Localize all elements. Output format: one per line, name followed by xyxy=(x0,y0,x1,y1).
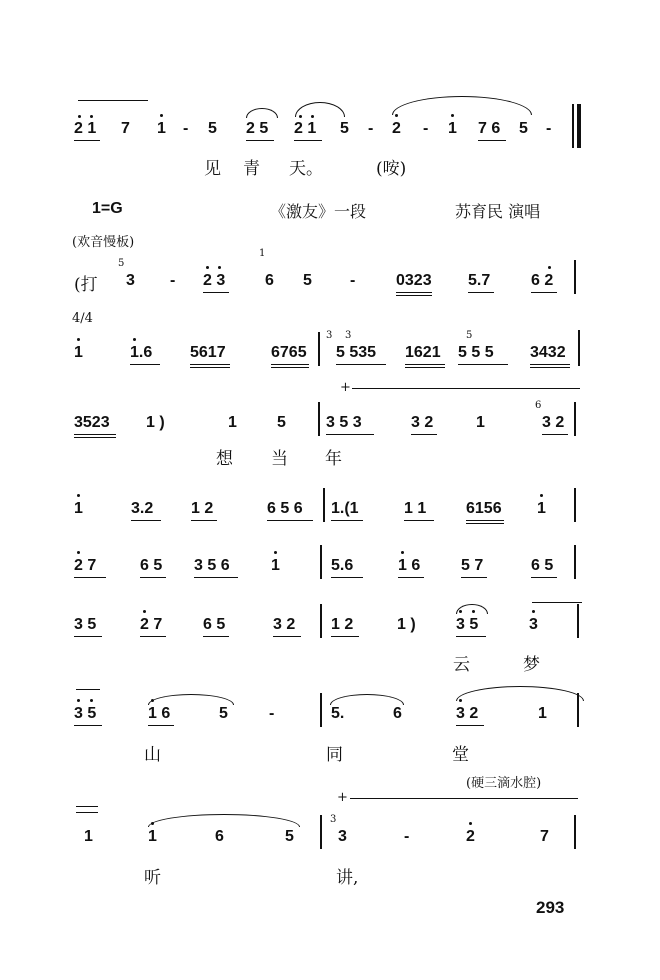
note: 6 xyxy=(215,828,224,845)
barline xyxy=(320,604,322,638)
barline xyxy=(320,815,322,849)
lyric: 山 xyxy=(144,745,161,765)
note: 1 2 xyxy=(191,500,214,517)
note: 3 5 6 xyxy=(194,557,230,574)
underline xyxy=(405,364,445,365)
lyric: 云 xyxy=(453,655,470,675)
note: 2 1 xyxy=(294,120,317,137)
note: 3 xyxy=(126,272,135,289)
underline xyxy=(466,520,504,521)
note: 2 7 xyxy=(140,616,163,633)
underline xyxy=(203,292,229,293)
underline xyxy=(331,520,363,521)
note: 3 5 xyxy=(74,705,97,722)
tie-line xyxy=(76,812,98,813)
lyric: (咹) xyxy=(376,159,407,179)
note: 1 2 xyxy=(331,616,354,633)
note: 3 5 3 xyxy=(326,414,362,431)
plus-mark: + xyxy=(340,380,351,395)
note: 5 xyxy=(285,828,294,845)
dot xyxy=(469,822,472,825)
underline xyxy=(531,577,557,578)
note: 2 7 xyxy=(74,557,97,574)
dot xyxy=(77,338,80,341)
dot xyxy=(151,699,154,702)
barline xyxy=(574,488,576,522)
note: 6 xyxy=(393,705,402,722)
note: 3 2 xyxy=(411,414,434,431)
lyric: 梦 xyxy=(523,655,540,675)
note: 0323 xyxy=(396,272,432,289)
underline xyxy=(404,520,434,521)
barline xyxy=(318,402,320,436)
slur xyxy=(456,686,584,701)
note: 7 xyxy=(121,120,130,137)
note: 2 xyxy=(466,828,475,845)
note: 5 xyxy=(277,414,286,431)
note: - xyxy=(546,120,552,137)
note: 1 xyxy=(148,828,157,845)
grace-note: 5 xyxy=(466,330,473,341)
note: 6 5 xyxy=(140,557,163,574)
lyric: 当 xyxy=(271,449,288,469)
barline xyxy=(320,693,322,727)
dot xyxy=(532,610,535,613)
grace-note: 3 xyxy=(345,330,352,341)
note: 5 xyxy=(519,120,528,137)
underline xyxy=(194,577,238,578)
lyric: 同 xyxy=(326,745,343,765)
note: 5.7 xyxy=(468,272,491,289)
barline xyxy=(577,604,579,638)
underline xyxy=(74,725,102,726)
underline xyxy=(74,434,116,435)
note: 1.(1 xyxy=(331,500,359,517)
dot xyxy=(90,699,93,702)
tie-line xyxy=(76,806,98,807)
dot xyxy=(459,699,462,702)
barline xyxy=(577,693,579,727)
note: 5.6 xyxy=(331,557,354,574)
time-signature: 4/4 xyxy=(72,311,93,326)
note: 3 xyxy=(529,616,538,633)
underline xyxy=(74,636,102,637)
note: 5 xyxy=(303,272,312,289)
note: 1 xyxy=(157,120,166,137)
underline xyxy=(326,434,374,435)
note: 3 xyxy=(338,828,347,845)
note: 3523 xyxy=(74,414,110,431)
note: 2 xyxy=(392,120,401,137)
underline xyxy=(140,577,166,578)
underline xyxy=(411,434,437,435)
underline xyxy=(542,434,568,435)
barline xyxy=(318,332,320,366)
dot xyxy=(311,115,314,118)
note: 1 ) xyxy=(146,414,165,431)
slur xyxy=(148,814,300,827)
note: 3 2 xyxy=(542,414,565,431)
barline xyxy=(574,402,576,436)
note: 3.2 xyxy=(131,500,154,517)
underline xyxy=(530,364,570,365)
lyric: 想 xyxy=(216,449,233,469)
underline xyxy=(271,367,309,368)
dot xyxy=(299,115,302,118)
tie-line xyxy=(532,602,582,603)
note: 5 535 xyxy=(336,344,377,361)
underline xyxy=(130,364,160,365)
note: 1 xyxy=(448,120,457,137)
slur xyxy=(148,694,234,705)
dot xyxy=(395,114,398,117)
note: - xyxy=(350,272,356,289)
note: 3 2 xyxy=(273,616,296,633)
dot xyxy=(459,610,462,613)
grace-note: 6 xyxy=(535,400,542,411)
note: 5 xyxy=(340,120,349,137)
note: 6 5 xyxy=(531,557,554,574)
dot xyxy=(451,114,454,117)
note: - xyxy=(423,120,429,137)
underline xyxy=(456,725,484,726)
page-number: 293 xyxy=(536,898,565,917)
dot xyxy=(77,551,80,554)
underline xyxy=(396,295,432,296)
dot xyxy=(472,610,475,613)
barline xyxy=(572,104,574,148)
note: 1 xyxy=(476,414,485,431)
underline xyxy=(478,140,506,141)
note: 5 xyxy=(208,120,217,137)
grace-note: 3 xyxy=(326,330,333,341)
underline xyxy=(331,636,359,637)
note: 6 5 6 xyxy=(267,500,303,517)
dot xyxy=(77,699,80,702)
tie-line xyxy=(76,689,100,690)
underline xyxy=(148,725,174,726)
underline xyxy=(74,140,100,141)
grace-note: 3 xyxy=(330,814,337,825)
note: 1 xyxy=(228,414,237,431)
dot xyxy=(401,551,404,554)
underline xyxy=(331,577,363,578)
note: 3 2 xyxy=(456,705,479,722)
underline xyxy=(294,140,322,141)
underline xyxy=(531,292,557,293)
underline xyxy=(336,364,386,365)
underline xyxy=(74,437,116,438)
lyric: 天。 xyxy=(289,159,323,179)
dot xyxy=(548,266,551,269)
underline xyxy=(405,367,445,368)
note: 1 6 xyxy=(148,705,171,722)
note: 1 xyxy=(74,344,83,361)
grace-note: 5 xyxy=(118,258,125,269)
underline xyxy=(398,577,424,578)
plus-mark: + xyxy=(337,790,348,805)
dot xyxy=(143,610,146,613)
final-barline xyxy=(577,104,581,148)
underline xyxy=(271,364,309,365)
underline xyxy=(246,140,274,141)
underline xyxy=(191,520,217,521)
note: 6 2 xyxy=(531,272,554,289)
underline xyxy=(466,523,504,524)
lyric: 年 xyxy=(325,449,342,469)
note: 7 6 xyxy=(478,120,501,137)
slur xyxy=(246,108,278,118)
note: (打 xyxy=(74,275,98,295)
note: - xyxy=(170,272,176,289)
note: 1 1 xyxy=(404,500,427,517)
note: 1 6 xyxy=(398,557,421,574)
underline xyxy=(203,636,229,637)
lyric: 听 xyxy=(144,868,161,888)
note: 2 5 xyxy=(246,120,269,137)
slur xyxy=(295,102,345,117)
note: 2 1 xyxy=(74,120,97,137)
note: 6156 xyxy=(466,500,502,517)
extension-line xyxy=(350,798,578,799)
note: 5. xyxy=(331,705,345,722)
lyric: 堂 xyxy=(452,745,469,765)
underline xyxy=(74,577,106,578)
note: 5617 xyxy=(190,344,226,361)
dot xyxy=(206,266,209,269)
note: 7 xyxy=(540,828,549,845)
note: 1 xyxy=(538,705,547,722)
note: 3 5 xyxy=(74,616,97,633)
dot xyxy=(77,494,80,497)
note: 1621 xyxy=(405,344,441,361)
note: - xyxy=(183,120,189,137)
tempo-marking: (欢音慢板) xyxy=(72,235,135,250)
slur xyxy=(330,694,404,705)
extension-line xyxy=(352,388,580,389)
dot xyxy=(78,115,81,118)
note: 5 7 xyxy=(461,557,484,574)
dot xyxy=(151,822,154,825)
underline xyxy=(131,520,161,521)
slur xyxy=(392,96,532,115)
dot xyxy=(218,266,221,269)
piece-title: 《激友》一段 xyxy=(270,202,367,221)
note: - xyxy=(368,120,374,137)
underline xyxy=(140,636,166,637)
note: 1 ) xyxy=(397,616,416,633)
annotation: (硬三滴水腔) xyxy=(466,776,542,791)
barline xyxy=(574,815,576,849)
dot xyxy=(90,115,93,118)
barline xyxy=(578,330,580,366)
note: 6 5 xyxy=(203,616,226,633)
underline xyxy=(461,577,487,578)
note: 3 5 xyxy=(456,616,479,633)
note: 1 xyxy=(271,557,280,574)
dot xyxy=(274,551,277,554)
note: 2 3 xyxy=(203,272,226,289)
note: 5 5 5 xyxy=(458,344,494,361)
note: 1 xyxy=(84,828,93,845)
underline xyxy=(190,367,230,368)
lyric: 讲, xyxy=(336,868,359,888)
dot xyxy=(160,114,163,117)
barline xyxy=(323,488,325,522)
underline xyxy=(396,292,432,293)
grace-note: 1 xyxy=(259,248,266,259)
underline xyxy=(530,367,570,368)
underline xyxy=(273,636,301,637)
underline xyxy=(267,520,313,521)
note: 5 xyxy=(219,705,228,722)
barline xyxy=(574,545,576,579)
tie-line xyxy=(78,100,148,101)
underline xyxy=(456,636,486,637)
note: 1.6 xyxy=(130,344,153,361)
underline xyxy=(468,292,494,293)
note: - xyxy=(269,705,275,722)
barline xyxy=(574,260,576,294)
dot xyxy=(133,338,136,341)
underline xyxy=(190,364,230,365)
key-signature: 1=G xyxy=(92,200,123,217)
note: 6765 xyxy=(271,344,307,361)
barline xyxy=(320,545,322,579)
underline xyxy=(458,364,508,365)
note: 6 xyxy=(265,272,274,289)
note: - xyxy=(404,828,410,845)
note: 1 xyxy=(74,500,83,517)
dot xyxy=(540,494,543,497)
note: 3432 xyxy=(530,344,566,361)
note: 1 xyxy=(537,500,546,517)
lyric: 青 xyxy=(243,159,260,179)
performer: 苏育民 演唱 xyxy=(455,202,541,221)
lyric: 见 xyxy=(204,159,221,179)
